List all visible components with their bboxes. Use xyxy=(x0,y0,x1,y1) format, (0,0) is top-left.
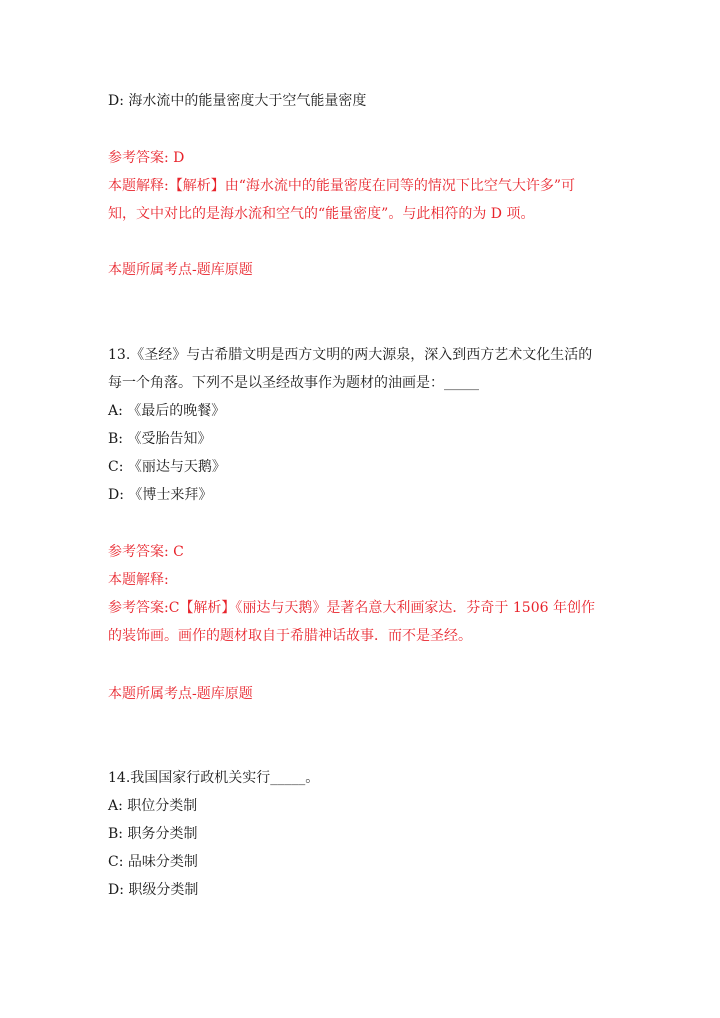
q12-explanation-line1: 本题解释:【解析】由“海水流中的能量密度在同等的情况下比空气大许多”可 xyxy=(108,178,576,194)
q14-stem: 14.我国国家行政机关实行_____。 xyxy=(108,770,320,786)
q13-option-d: D: 《博士来拜》 xyxy=(108,487,213,503)
q13-option-c: C: 《丽达与天鹅》 xyxy=(108,459,226,475)
q12-option-d: D: 海水流中的能量密度大于空气能量密度 xyxy=(108,93,367,109)
q14-option-a: A: 职位分类制 xyxy=(108,798,198,814)
q12-answer: 参考答案: D xyxy=(108,150,185,166)
q12-explanation-line2: 知，文中对比的是海水流和空气的“能量密度”。与此相符的为 D 项。 xyxy=(108,206,535,222)
q12-source: 本题所属考点-题库原题 xyxy=(108,262,253,278)
q13-explanation-line2: 的装饰画。画作的题材取自于希腊神话故事．而不是圣经。 xyxy=(108,628,472,644)
q13-explanation-line1: 参考答案:C【解析】《丽达与天鹅》是著名意大利画家达．芬奇于 1506 年创作 xyxy=(108,600,595,616)
q13-option-a: A: 《最后的晚餐》 xyxy=(108,403,226,419)
q13-source: 本题所属考点-题库原题 xyxy=(108,686,253,702)
q13-stem-line1: 13.《圣经》与古希腊文明是西方文明的两大源泉，深入到西方艺术文化生活的 xyxy=(108,347,593,363)
q13-stem-line2: 每一个角落。下列不是以圣经故事作为题材的油画是：_____ xyxy=(108,375,479,391)
q14-option-c: C: 品味分类制 xyxy=(108,854,198,870)
q13-answer: 参考答案: C xyxy=(108,544,184,560)
q13-option-b: B: 《受胎告知》 xyxy=(108,431,212,447)
q13-explanation-label: 本题解释: xyxy=(108,572,169,588)
q14-option-d: D: 职级分类制 xyxy=(108,882,199,898)
q14-option-b: B: 职务分类制 xyxy=(108,826,198,842)
